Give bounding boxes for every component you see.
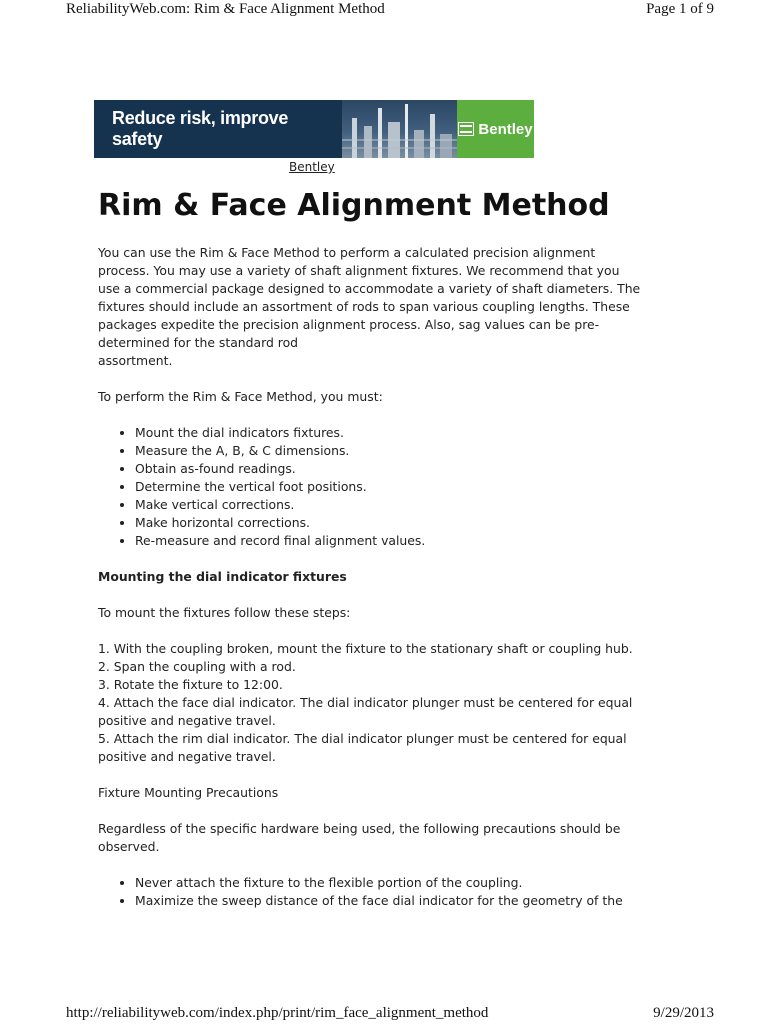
intro-line: fixtures should include an assortment of rods to span various coupling lengths. These bbox=[98, 299, 630, 314]
must-list bbox=[98, 424, 668, 550]
mount-steps bbox=[98, 640, 668, 766]
list-item: • Maximize the sweep distance of the face dial indicator for the geometry of the bbox=[135, 892, 668, 910]
print-header-page-number: Page 1 of 9 bbox=[646, 1, 714, 17]
print-header-title: ReliabilityWeb.com: Rim & Face Alignment Method bbox=[66, 1, 385, 17]
intro-line: determined for the standard rod bbox=[98, 335, 299, 350]
industrial-plant-image bbox=[342, 100, 457, 158]
list-item: • Re-measure and record final alignment values. bbox=[135, 532, 668, 550]
intro-line: process. You may use a variety of shaft alignment fixtures. We recommend that you bbox=[98, 263, 620, 278]
list-item: • Mount the dial indicators fixtures. bbox=[135, 424, 668, 442]
list-item: • Determine the vertical foot positions. bbox=[135, 478, 668, 496]
list-item: • Make horizontal corrections. bbox=[135, 514, 668, 532]
mount-intro: To mount the fixtures follow these steps: bbox=[98, 605, 351, 620]
list-item: • Never attach the fixture to the flexible portion of the coupling. bbox=[135, 874, 668, 892]
step-line: positive and negative travel. bbox=[98, 713, 276, 728]
precautions-list bbox=[98, 874, 668, 910]
intro-paragraph bbox=[98, 244, 668, 370]
list-item: • Obtain as-found readings. bbox=[135, 460, 668, 478]
ad-banner[interactable] bbox=[94, 100, 534, 158]
list-item: • Measure the A, B, & C dimensions. bbox=[135, 442, 668, 460]
precautions-intro-line: Regardless of the specific hardware being used, the following precautions should be bbox=[98, 821, 621, 836]
precautions-intro-line: observed. bbox=[98, 839, 160, 854]
step-line: 4. Attach the face dial indicator. The dial indicator plunger must be centered for equal bbox=[98, 695, 633, 710]
step-line: positive and negative travel. bbox=[98, 749, 276, 764]
sponsor-link[interactable]: Bentley bbox=[289, 160, 335, 174]
print-footer-url: http://reliabilityweb.com/index.php/print/rim_face_alignment_method bbox=[66, 1005, 489, 1021]
step-line: 2. Span the coupling with a rod. bbox=[98, 659, 296, 674]
ad-headline: Reduce risk, improve safety bbox=[94, 100, 342, 158]
ad-brand: Bentley bbox=[478, 120, 533, 138]
intro-line: use a commercial package designed to accommodate a variety of shaft diameters. The bbox=[98, 281, 641, 296]
print-footer-date: 9/29/2013 bbox=[653, 1005, 714, 1021]
list-item: • Make vertical corrections. bbox=[135, 496, 668, 514]
intro-line: packages expedite the precision alignment process. Also, sag values can be pre- bbox=[98, 317, 600, 332]
step-line: 1. With the coupling broken, mount the fixture to the stationary shaft or coupling hub. bbox=[98, 641, 633, 656]
intro-line: assortment. bbox=[98, 353, 173, 368]
step-line: 5. Attach the rim dial indicator. The dial indicator plunger must be centered for equal bbox=[98, 731, 627, 746]
section-heading-mounting: Mounting the dial indicator fixtures bbox=[98, 569, 347, 584]
bentley-logo-icon bbox=[458, 122, 474, 136]
step-line: 3. Rotate the fixture to 12:00. bbox=[98, 677, 283, 692]
intro-line: You can use the Rim & Face Method to perform a calculated precision alignment bbox=[98, 245, 596, 260]
precautions-intro bbox=[98, 820, 668, 856]
page-title: Rim & Face Alignment Method bbox=[98, 188, 610, 223]
precautions-heading: Fixture Mounting Precautions bbox=[98, 785, 279, 800]
bentley-logo bbox=[457, 100, 534, 158]
must-intro: To perform the Rim & Face Method, you must: bbox=[98, 389, 383, 404]
article-body bbox=[98, 244, 668, 928]
